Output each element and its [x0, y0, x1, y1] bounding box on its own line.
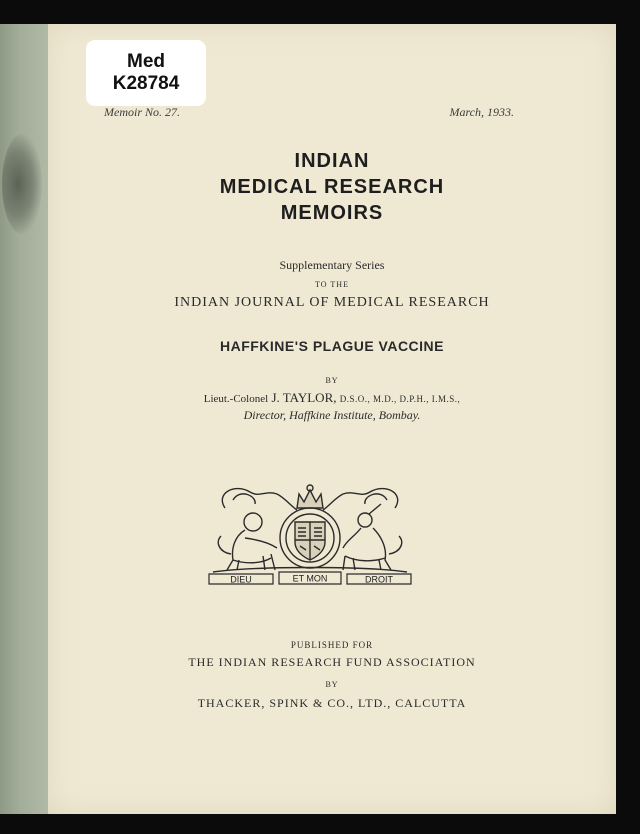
publication-date: March, 1933.	[449, 105, 514, 119]
main-title	[48, 148, 616, 226]
author-affiliation: Director, Haffkine Institute, Bombay.	[243, 408, 421, 422]
series-to-the: TO THE	[315, 280, 349, 289]
publisher-name: THACKER, SPINK & CO., LTD., CALCUTTA	[197, 696, 467, 710]
label-line-1: Med	[127, 51, 165, 73]
spine-stain	[2, 134, 42, 234]
association-name: THE INDIAN RESEARCH FUND ASSOCIATION	[188, 655, 476, 669]
motto-word-1: DIEU	[230, 574, 252, 585]
work-title: HAFFKINE'S PLAGUE VACCINE	[219, 338, 445, 354]
published-for-label: PUBLISHED FOR	[290, 640, 374, 650]
author-qualifications: D.S.O., M.D., D.P.H., I.M.S.,	[339, 394, 461, 404]
motto-word-2: ET MON	[292, 573, 328, 584]
author-line	[48, 390, 616, 406]
publisher-by-label: BY	[325, 680, 339, 689]
book-spine	[0, 24, 50, 814]
library-label	[86, 40, 206, 106]
memoir-number: Memoir No. 27.	[104, 105, 180, 119]
royal-coat-of-arms-icon	[205, 478, 415, 588]
label-line-2: K28784	[112, 73, 180, 94]
journal-name: INDIAN JOURNAL OF MEDICAL RESEARCH	[174, 295, 490, 310]
series-name: Supplementary Series	[279, 258, 385, 272]
motto-word-3: DROIT	[365, 574, 393, 585]
title-line-2: MEDICAL RESEARCH	[219, 176, 445, 198]
author-rank: Lieut.-Colonel	[203, 393, 269, 405]
title-line-3: MEMOIRS	[280, 202, 384, 224]
author-name: J. TAYLOR,	[271, 390, 337, 405]
title-line-1: INDIAN	[294, 150, 370, 172]
by-label: BY	[325, 376, 339, 385]
